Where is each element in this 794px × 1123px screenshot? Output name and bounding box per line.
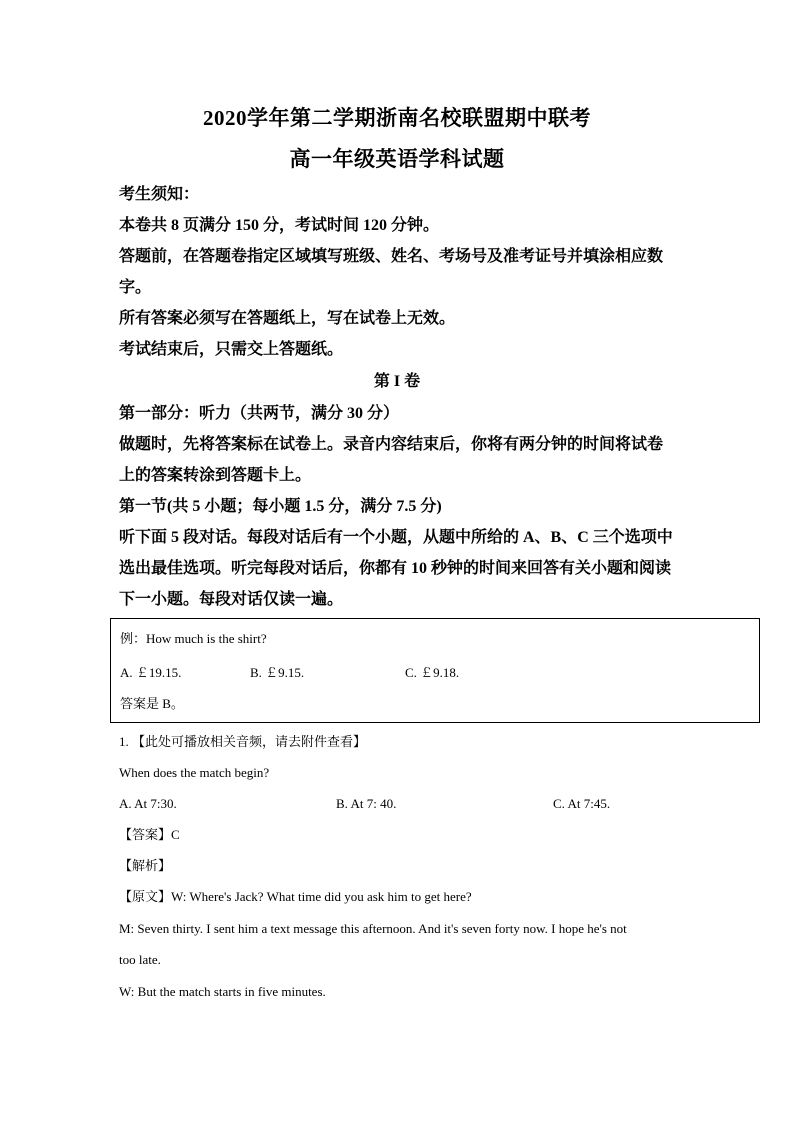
part1-instruction: 做题时，先将答案标在试卷上。录音内容结束后，你将有两分钟的时间将试卷	[119, 436, 664, 453]
exam-title: 2020学年第二学期浙南名校联盟期中联考	[203, 106, 591, 130]
question1-option-a: A. At 7:30.	[119, 796, 177, 811]
notice-heading: 考生须知：	[119, 186, 200, 203]
example-option-a: A. ￡19.15.	[120, 665, 182, 680]
section1-instruction: 听下面 5 段对话。每段对话后有一个小题，从题中所给的 A、B、C 三个选项中	[119, 529, 673, 546]
question1-analysis: 【解析】	[119, 858, 172, 873]
notice-line-pages: 本卷共 8 页满分 150 分，考试时间 120 分钟。	[119, 217, 440, 234]
question1-option-c: C. At 7:45.	[553, 796, 611, 811]
example-option-b: B. ￡9.15.	[250, 665, 305, 680]
example-option-c: C. ￡9.18.	[405, 665, 460, 680]
question1-text: When does the match begin?	[119, 765, 270, 780]
example-question: 例：How much is the shirt?	[120, 631, 267, 646]
notice-line-answer-sheet: 所有答案必须写在答题纸上，写在试卷上无效。	[119, 310, 456, 327]
question1-audio-note: 1. 【此处可播放相关音频，请去附件查看】	[119, 734, 367, 749]
question1-transcript-line1: 【原文】W: Where's Jack? What time did you ask him to get here?	[119, 889, 472, 904]
question1-answer: 【答案】C	[119, 827, 180, 842]
question1-transcript-line2-cont: too late.	[119, 952, 161, 967]
part1-heading: 第一部分：听力（共两节，满分 30 分）	[119, 405, 400, 422]
notice-line-submit: 考试结束后，只需交上答题纸。	[119, 341, 344, 358]
example-box	[110, 618, 760, 723]
question1-transcript-line3: W: But the match starts in five minutes.	[119, 984, 326, 999]
question1-option-b: B. At 7: 40.	[336, 796, 397, 811]
notice-line-fill-info: 答题前，在答题卷指定区域填写班级、姓名、考场号及准考证号并填涂相应数	[119, 248, 664, 265]
section1-instruction-cont: 选出最佳选项。听完每段对话后，你都有 10 秒钟的时间来回答有关小题和阅读	[119, 560, 672, 577]
section1-instruction-end: 下一小题。每段对话仅读一遍。	[119, 591, 344, 608]
example-answer: 答案是 B。	[120, 696, 184, 711]
part1-instruction-cont: 上的答案转涂到答题卡上。	[119, 467, 312, 484]
exam-subtitle: 高一年级英语学科试题	[289, 147, 505, 171]
volume-label: 第 I 卷	[373, 373, 421, 390]
question1-transcript-line2: M: Seven thirty. I sent him a text message this afternoon. And it's seven forty now. I hope he's not	[119, 921, 627, 936]
section1-heading: 第一节(共 5 小题；每小题 1.5 分，满分 7.5 分)	[119, 498, 442, 515]
notice-line-fill-info-cont: 字。	[119, 279, 152, 296]
